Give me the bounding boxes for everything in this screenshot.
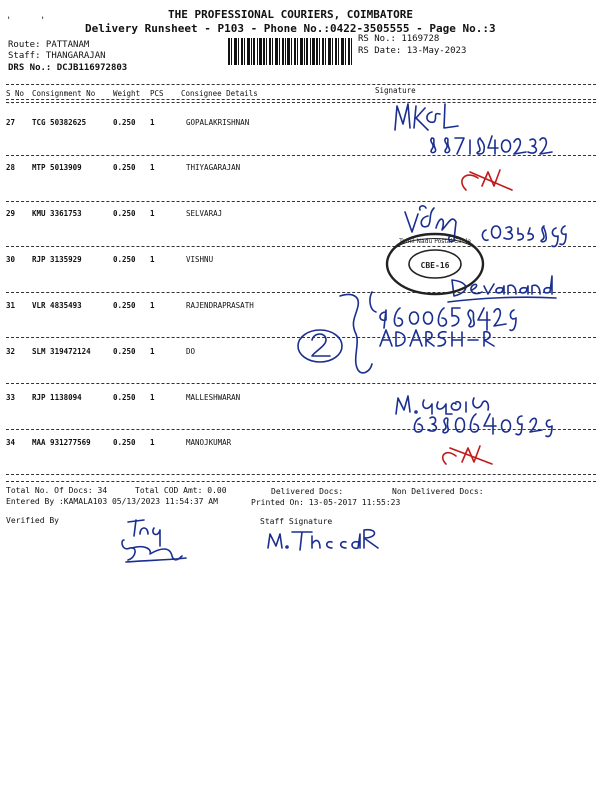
row-sno: 29: [6, 209, 16, 218]
row-consignee: RAJENDRAPRASATH: [186, 301, 254, 310]
row-consignee: SELVARAJ: [186, 209, 223, 218]
row-consignee: MANOJKUMAR: [186, 438, 232, 447]
printed-on: Printed On: 13-05-2017 11:55:23: [251, 498, 401, 507]
row-consignment: RJP 3135929: [32, 255, 82, 264]
runsheet-title: Delivery Runsheet - P103 - Phone No.:0422-3505555 - Page No.:3: [85, 22, 496, 35]
route-label: Route: PATTANAM: [8, 40, 90, 50]
company-title: THE PROFESSIONAL COURIERS, COIMBATORE: [168, 8, 414, 21]
row-pcs: 1: [150, 209, 155, 218]
col-sno-underline: --: [6, 98, 16, 107]
row-weight: 0.250: [113, 255, 136, 264]
col-consignment: Consignment No: [32, 89, 96, 98]
col-sno: S No: [6, 89, 25, 98]
row31-phone: [380, 308, 516, 330]
row-consignee: THIYAGARAJAN: [186, 163, 241, 172]
verified-signature-ink: [122, 520, 186, 562]
post-office-stamp: [380, 226, 490, 296]
row-weight: 0.250: [113, 163, 136, 172]
row33-phone: [414, 414, 552, 437]
stamp-center-text: CBE-16: [420, 261, 450, 270]
drs-number: DRS No.: DCJB116972803: [8, 63, 128, 73]
stamp-ring-text: Tamil Nadu Postal Circle: [399, 238, 471, 245]
row28-cn-mark: [462, 170, 512, 190]
row-pcs: 1: [150, 438, 155, 447]
row29-phone: [482, 226, 566, 247]
row-pcs: 1: [150, 163, 155, 172]
col-weight: Weight: [113, 89, 141, 98]
row27-phone: [431, 136, 552, 154]
row-pcs: 1: [150, 118, 155, 127]
row-weight: 0.250: [113, 209, 136, 218]
col-pcs: PCS: [150, 89, 164, 98]
row33-signature-name: [396, 396, 488, 414]
row-consignment: MTP 5013909: [32, 163, 82, 172]
corner-mark-left: ': [6, 16, 12, 26]
entered-by: Entered By :KAMALA103 05/13/2023 11:54:37 AM: [6, 497, 218, 506]
row-sno: 33: [6, 393, 16, 402]
staff-label: Staff: THANGARAJAN: [8, 51, 106, 61]
corner-mark-right: ': [40, 16, 46, 26]
row-pcs: 1: [150, 301, 155, 310]
row-weight: 0.250: [113, 118, 136, 127]
delivered-docs: Delivered Docs:: [271, 487, 344, 496]
total-cod: Total COD Amt: 0.00: [135, 486, 227, 495]
row-sno: 34: [6, 438, 16, 447]
row31-bracket-mark: [298, 292, 376, 373]
row-sno: 28: [6, 163, 16, 172]
row-consignment: MAA 931277569: [32, 438, 91, 447]
row-consignment: VLR 4835493: [32, 301, 82, 310]
row-weight: 0.250: [113, 393, 136, 402]
row34-cn-mark: [443, 446, 492, 464]
row-consignee: DO: [186, 347, 196, 356]
row-pcs: 1: [150, 393, 155, 402]
row-consignee: VISHNU: [186, 255, 214, 264]
row-pcs: 1: [150, 255, 155, 264]
row-consignee: GOPALAKRISHNAN: [186, 118, 250, 127]
total-docs: Total No. Of Docs: 34: [6, 486, 108, 495]
col-consignee: Consignee Details: [181, 89, 258, 98]
row-weight: 0.250: [113, 347, 136, 356]
rs-date: RS Date: 13-May-2023: [358, 46, 467, 56]
row-pcs: 1: [150, 347, 155, 356]
col-signature: Signature: [375, 86, 416, 95]
row-consignment: RJP 1138094: [32, 393, 82, 402]
row27-signature-name: [395, 104, 458, 130]
staff-signature-ink: [268, 530, 378, 550]
rs-number: RS No.: 1169728: [358, 34, 440, 44]
row-sno: 32: [6, 347, 16, 356]
row-sno: 31: [6, 301, 16, 310]
row-weight: 0.250: [113, 438, 136, 447]
staff-signature-label: Staff Signature: [260, 517, 333, 526]
row-sno: 27: [6, 118, 16, 127]
row-consignment: TCG 50382625: [32, 118, 87, 127]
row-consignment: KMU 3361753: [32, 209, 82, 218]
row31-name: [380, 330, 494, 346]
row-consignment: SLM 319472124: [32, 347, 91, 356]
row-sno: 30: [6, 255, 16, 264]
non-delivered-docs: Non Delivered Docs:: [392, 487, 484, 496]
row-consignee: MALLESHWARAN: [186, 393, 241, 402]
row-weight: 0.250: [113, 301, 136, 310]
verified-by-label: Verified By: [6, 516, 59, 525]
